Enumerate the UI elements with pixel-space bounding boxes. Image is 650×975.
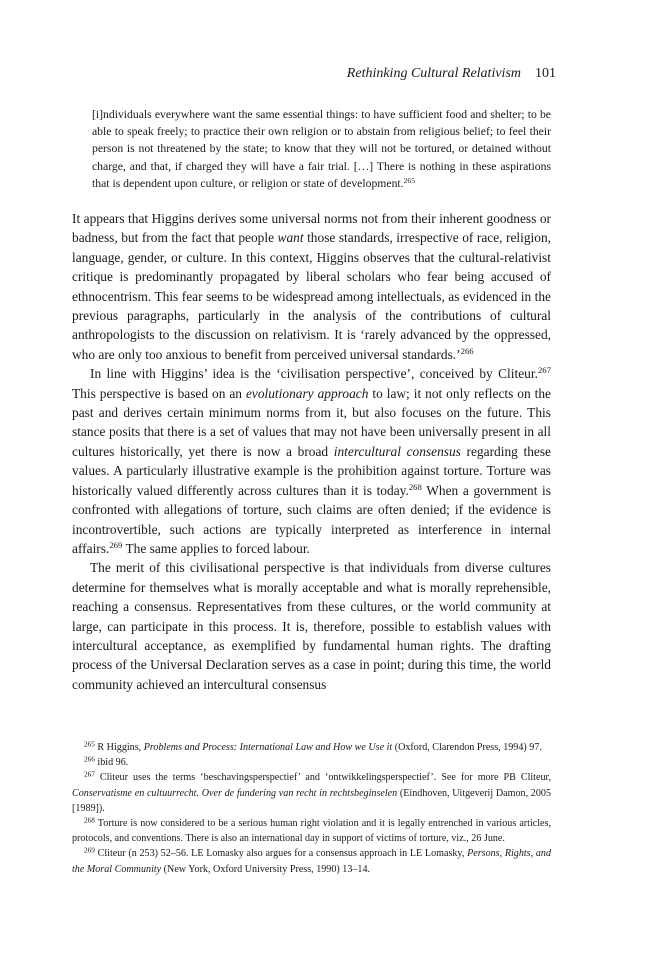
footnote-text: Cliteur uses the terms ‘beschavingsperspectief’ and ‘ontwikkelingsperspectief’. See for more PB Cliteur,	[94, 772, 551, 784]
footnote-ref-266[interactable]: 266	[460, 346, 474, 357]
footnote-269	[72, 846, 551, 876]
running-head-title: Rethinking Cultural Relativism	[346, 66, 521, 81]
footnote-number: 269	[84, 847, 95, 856]
footnote-number: 266	[84, 755, 95, 764]
block-quote-text: [i]ndividuals everywhere want the same essential things: to have sufficient food and shelter; to be able to speak freely; to practice their own religion or to abstain from religious belief; to feel their person is not threatened by the state; to know that they will not be tortured, or detained without charge, and that, if charged they will have a fair trial. […] There is nothing in these aspirations that is dependent upon culture, or religion or state of development.	[92, 108, 551, 190]
footnote-number: 267	[84, 771, 95, 780]
paragraph-2-text-b: This perspective is based on an	[72, 385, 246, 401]
paragraph-2-text-c: to law; it not only reflects on the past and derives certain minimum norms from it, but also focuses on the future. This stance posits that there is a set of values that may not have been universally present in all cultures historically, yet there is now a broad	[72, 385, 551, 459]
paragraph-2-text-e: When a government is confronted with allegations of torture, such claims are often denied; if the evidence is incontrovertible, such actions are typically interpreted as interference in internal affairs.	[72, 482, 551, 556]
paragraph-1	[72, 209, 551, 364]
paragraph-3	[72, 558, 551, 694]
footnote-title: Persons, Rights, and the Moral Community	[72, 848, 551, 875]
paragraph-1-text-a: It appears that Higgins derives some universal norms not from their inherent goodness or badness, but from the fact that people	[72, 211, 551, 246]
footnote-title: Problems and Process: International Law and How we Use it	[143, 742, 393, 753]
page-number: 101	[535, 66, 556, 81]
footnote-number: 265	[84, 740, 95, 749]
footnote-text: (New York, Oxford University Press, 1990) 13–14.	[161, 863, 371, 875]
footnote-text: Cliteur (n 253) 52–56. LE Lomasky also argues for a consensus approach in LE Lomasky,	[94, 848, 468, 860]
paragraph-2-text-a: In line with Higgins’ idea is the ‘civilisation perspective’, conceived by Cliteur.	[90, 366, 538, 382]
block-quote	[92, 106, 551, 192]
footnote-267	[72, 770, 551, 816]
paragraph-1-emphasis: want	[277, 230, 304, 246]
paragraph-2-emphasis-1: evolutionary approach	[245, 385, 369, 401]
footnote-text: (Oxford, Clarendon Press, 1994) 97.	[392, 742, 542, 753]
footnote-ref-269[interactable]: 269	[109, 540, 123, 551]
footnote-ref-267[interactable]: 267	[537, 365, 551, 376]
footnote-number: 268	[84, 816, 95, 825]
paragraph-3-text: The merit of this civilisational perspective is that individuals from diverse cultures determine for themselves what is morally acceptable and what is morally reprehensible, reaching a consensus. Representatives from these cultures, or the world community at large, can participate in this process. It is, therefore, possible to establish values with intercultural acceptance, as exemplified by fundamental human rights. The drafting process of the Universal Declaration serves as a case in point; during this time, the world community achieved an intercultural consensus	[72, 560, 551, 692]
running-head	[72, 66, 556, 82]
paragraph-1-text-b: those standards, irrespective of race, religion, language, gender, or culture. In this context, Higgins observes that the cultural-relativist critique is predominantly propagated by liberal scholars who fear being accused of ethnocentrism. This fear seems to be widespread among intellectuals, as evidenced in the previous paragraphs, particularly in the analysis of the contributions of cultural anthropologists to the discussion on relativism. It is ‘rarely advanced by the oppressed, who are only too anxious to benefit from perceived universal standards.’	[72, 230, 551, 362]
footnote-title: Conservatisme en cultuurrecht. Over de fundering van recht in rechtsbeginselen	[72, 787, 398, 799]
footnote-text: ibid 96.	[94, 757, 129, 769]
paragraph-2	[72, 364, 551, 558]
footnote-ref-265[interactable]: 265	[403, 175, 415, 185]
paragraph-2-text-d: regarding these values. A particularly illustrative example is the prohibition against torture. Torture was historically valued differently across cultures than it is today.	[72, 443, 551, 498]
footnote-ref-268[interactable]: 268	[408, 481, 422, 492]
footnote-text: R Higgins,	[94, 742, 144, 753]
paragraph-2-emphasis-2: intercultural consensus	[333, 443, 461, 459]
body-text	[72, 209, 551, 694]
paragraph-2-text-f: The same applies to forced labour.	[122, 540, 310, 556]
footnote-text: (Eindhoven, Uitgeverij Damon, 2005 [1989]).	[72, 787, 551, 814]
footnote-text: Torture is now considered to be a serious human right violation and it is legally entrenched in various articles, protocols, and conventions. There is also an international day in support of victims of torture, viz., 26 June.	[72, 818, 551, 845]
footnotes	[72, 740, 551, 877]
footnote-266	[72, 755, 551, 770]
footnote-265	[72, 740, 551, 755]
footnote-268	[72, 816, 551, 846]
